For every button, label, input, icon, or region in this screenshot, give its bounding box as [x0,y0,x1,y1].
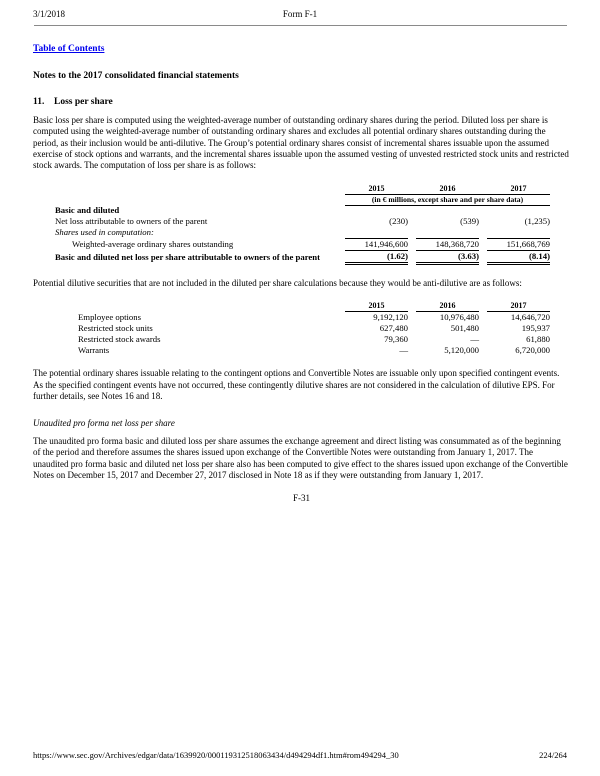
cell-value: 627,480 [379,323,408,334]
table-of-contents-link[interactable]: Table of Contents [33,44,105,54]
row-label: Restricted stock awards [78,334,161,345]
paragraph-antidilutive-intro: Potential dilutive securities that are not included in the diluted per share calculations because they would be anti-dilutive are as follows: [33,277,522,288]
loss-per-share-table [55,184,550,265]
row-label: Employee options [78,312,141,323]
year-2017-header: 2017 [487,301,550,312]
page-indicator: 224/264 [539,750,567,760]
table-row [55,216,550,227]
cell-value: (8.14) [487,250,550,263]
section-title: Loss per share [54,97,113,107]
document-content [33,38,570,503]
cell-value: 14,646,720 [510,312,550,323]
page-number: F-31 [292,493,310,504]
antidilutive-securities-table [78,301,550,356]
cell-value: 9,192,120 [373,312,408,323]
row-label: Basic and diluted [55,205,120,216]
cell-value: 6,720,000 [515,345,550,356]
cell-value: 5,120,000 [444,345,479,356]
cell-value: 61,880 [526,334,550,345]
table-row [55,227,550,238]
header-divider [34,25,567,26]
year-2017-header: 2017 [487,184,550,195]
cell-value: (539) [460,216,479,227]
row-label: Net loss attributable to owners of the parent [55,216,208,227]
row-label: Basic and diluted net loss per share attributable to owners of the parent [55,252,320,263]
year-2016-header: 2016 [416,184,479,195]
row-label: Weighted-average ordinary shares outstanding [72,239,234,250]
paragraph-contingent-events: The potential ordinary shares issuable relating to the contingent options and Convertible Notes are issuable only upon specified contingent events. As the specified contingent events have not occurred, these contingently dilutive shares are not considered in the calculation of dilutive EPS. For further details, see Notes 16 and 18. [33,368,560,401]
table-row [78,312,550,324]
cell-value: — [470,334,479,345]
cell-value: 151,668,769 [487,238,550,250]
table-year-header-row [78,301,550,312]
table-row [55,205,550,216]
row-label: Warrants [78,345,110,356]
cell-value: (230) [389,216,408,227]
row-label: Shares used in computation: [55,227,154,238]
table-row [78,345,550,356]
year-2015-header: 2015 [345,184,408,195]
section-number: 11. [33,97,45,107]
print-footer [33,750,567,760]
table-row [55,250,550,263]
print-header [33,9,567,20]
table-unit-note-row [55,195,550,206]
cell-value: 195,937 [521,323,550,334]
cell-value: 79,360 [384,334,408,345]
cell-value: — [399,345,408,356]
cell-value: (3.63) [416,250,479,263]
paragraph-basic-diluted-intro: Basic loss per share is computed using the weighted-average number of outstanding ordinary shares during the period. Diluted loss per share is computed using the weighted-average number of outstanding ordinary shares and excludes all potential ordinary shares outstanding during the period, as their inclusion would be anti-dilutive. The Group’s potential ordinary shares consist of incremental shares issuable upon the assumed exercise of stock options and warrants, and the incremental shares issuable upon the assumed vesting of unvested restricted stock units and restricted stock awards. The computation of loss per share is as follows: [33,115,569,171]
table-row [78,323,550,334]
subsection-heading: Unaudited pro forma net loss per share [33,418,175,429]
table-year-header-row [55,184,550,195]
cell-value: 10,976,480 [439,312,479,323]
table-row [78,334,550,345]
print-document-title: Form F-1 [282,9,318,19]
unit-note: (in € millions, except share and per share data) [345,195,550,206]
cell-value: (1,235) [524,216,550,227]
cell-value: 501,480 [450,323,479,334]
print-date: 3/1/2018 [33,9,66,19]
year-2016-header: 2016 [416,301,479,312]
section-heading [33,97,570,107]
year-2015-header: 2015 [345,301,408,312]
table-row [55,238,550,250]
notes-heading: Notes to the 2017 consolidated financial statements [33,71,239,81]
cell-value: 141,946,600 [345,238,408,250]
source-url: https://www.sec.gov/Archives/edgar/data/1639920/000119312518063434/d494294df1.htm#rom494294_30 [33,750,399,760]
cell-value: 148,368,720 [416,238,479,250]
cell-value: (1.62) [345,250,408,263]
paragraph-pro-forma: The unaudited pro forma basic and diluted loss per share assumes the exchange agreement and direct listing was consummated as of the beginning of the period and therefore assumes the shares issued upon exchange of the Convertible Notes were outstanding from January 1, 2017. The unaudited pro forma basic and diluted net loss per share also has been computed to give effect to the shares issued upon exchange of the Convertible Notes on December 15, 2017 and December 27, 2017 disclosed in Note 18 as if they were outstanding from January 1, 2017. [33,436,568,481]
row-label: Restricted stock units [78,323,153,334]
